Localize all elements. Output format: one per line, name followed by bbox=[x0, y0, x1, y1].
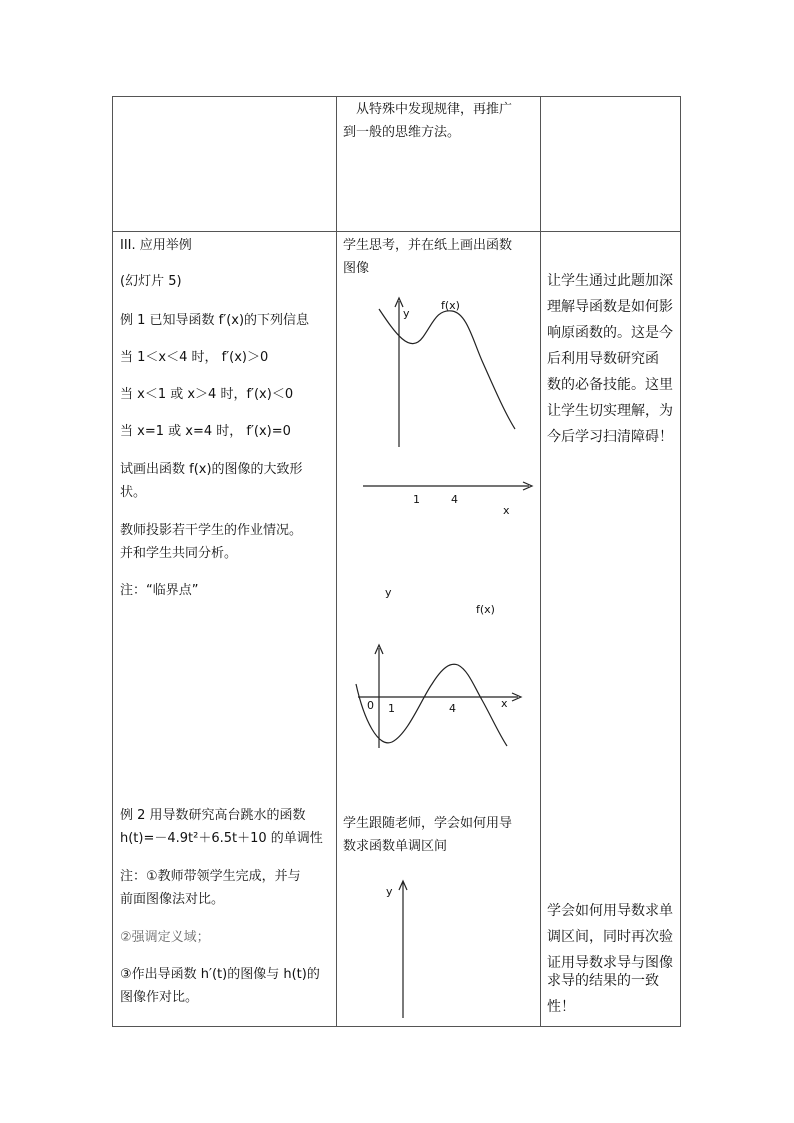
row2-intent-line-5: 数的必备技能。这里 bbox=[547, 377, 673, 393]
row1-activity-line-2: 到一般的思维方法。 bbox=[343, 125, 461, 140]
graph3-y-label: y bbox=[386, 885, 393, 898]
row3-intent-line-3: 证用导数求导与图像 bbox=[547, 955, 673, 971]
row2-intent-line-6: 让学生切实理解，为 bbox=[547, 403, 673, 419]
row2-intent-line-7: 今后学习扫清障碍！ bbox=[547, 429, 673, 445]
critical-point-note: 注：“临界点” bbox=[120, 583, 199, 598]
row2-intent-line-1: 让学生通过此题加深 bbox=[547, 273, 673, 289]
table-right-border bbox=[680, 96, 681, 1027]
example1-condition-3: 当 x=1 或 x=4 时， f′(x)=0 bbox=[120, 424, 291, 439]
example2-note-compare-2: 图像作对比。 bbox=[120, 990, 199, 1005]
graph2-tick-1: 1 bbox=[388, 702, 395, 715]
row3-intent-line-1: 学会如何用导数求单 bbox=[547, 903, 673, 919]
row2-activity-line-2: 图像 bbox=[343, 261, 370, 276]
slide-ref: (幻灯片 5) bbox=[120, 274, 182, 289]
table-top-border bbox=[112, 96, 681, 97]
example1-condition-2: 当 x＜1 或 x＞4 时，f′(x)＜0 bbox=[120, 387, 294, 402]
row3-activity-line-1: 学生跟随老师，学会如何用导 bbox=[343, 816, 513, 831]
graph2-x-label: x bbox=[501, 697, 508, 710]
row3-activity-line-2: 数求函数单调区间 bbox=[343, 839, 448, 854]
section-heading: III. 应用举例 bbox=[120, 238, 192, 253]
graph1-tick-4: 4 bbox=[451, 493, 458, 506]
graph2-origin-label: 0 bbox=[367, 699, 374, 712]
example1-task-line-1: 试画出函数 f(x)的图像的大致形 bbox=[120, 462, 303, 477]
table-bottom-border bbox=[112, 1026, 681, 1027]
graph1-tick-1: 1 bbox=[413, 493, 420, 506]
graph1-fx-label: f(x) bbox=[441, 299, 460, 312]
example2-title-line-1: 例 2 用导数研究高台跳水的函数 bbox=[120, 808, 306, 823]
ht-axis-sketch bbox=[395, 878, 415, 1020]
row1-activity-line-1: 从特殊中发现规律，再推广 bbox=[356, 102, 513, 117]
example2-note-domain: ②强调定义域； bbox=[120, 930, 210, 945]
example1-condition-1: 当 1＜x＜4 时， f′(x)＞0 bbox=[120, 350, 269, 365]
example2-note-line-2: 前面图像法对比。 bbox=[120, 892, 225, 907]
example1-task-line-2: 状。 bbox=[120, 485, 147, 500]
row-divider-1 bbox=[112, 231, 681, 232]
graph1-y-label: y bbox=[403, 307, 410, 320]
column-divider-2 bbox=[540, 96, 541, 1027]
fx-curve-sketch bbox=[355, 295, 540, 505]
row3-intent-line-5: 性！ bbox=[547, 999, 575, 1015]
example2-note-compare-1: ③作出导函数 h′(t)的图像与 h(t)的 bbox=[120, 967, 320, 982]
column-divider-1 bbox=[336, 96, 337, 1027]
graph2-tick-4: 4 bbox=[449, 702, 456, 715]
example1-title: 例 1 已知导函数 f′(x)的下列信息 bbox=[120, 313, 310, 328]
graph1-x-label: x bbox=[503, 504, 510, 517]
row2-intent-line-2: 理解导函数是如何影 bbox=[547, 299, 673, 315]
row2-intent-line-4: 后利用导数研究函 bbox=[547, 351, 659, 367]
teacher-note-line-2: 并和学生共同分析。 bbox=[120, 546, 238, 561]
graph2-fx-label: f(x) bbox=[476, 603, 495, 616]
teacher-note-line-1: 教师投影若干学生的作业情况。 bbox=[120, 523, 303, 538]
graph2-y-label: y bbox=[385, 586, 392, 599]
table-left-border bbox=[112, 96, 113, 1027]
example2-note-line-1: 注：①教师带领学生完成，并与 bbox=[120, 869, 301, 884]
row2-activity-line-1: 学生思考，并在纸上画出函数 bbox=[343, 238, 513, 253]
row3-intent-line-4: 求导的结果的一致 bbox=[547, 973, 659, 989]
row3-intent-line-2: 调区间，同时再次验 bbox=[547, 929, 673, 945]
row2-intent-line-3: 响原函数的。这是今 bbox=[547, 325, 673, 341]
example2-title-line-2: h(t)=－4.9t²＋6.5t＋10 的单调性 bbox=[120, 831, 323, 846]
